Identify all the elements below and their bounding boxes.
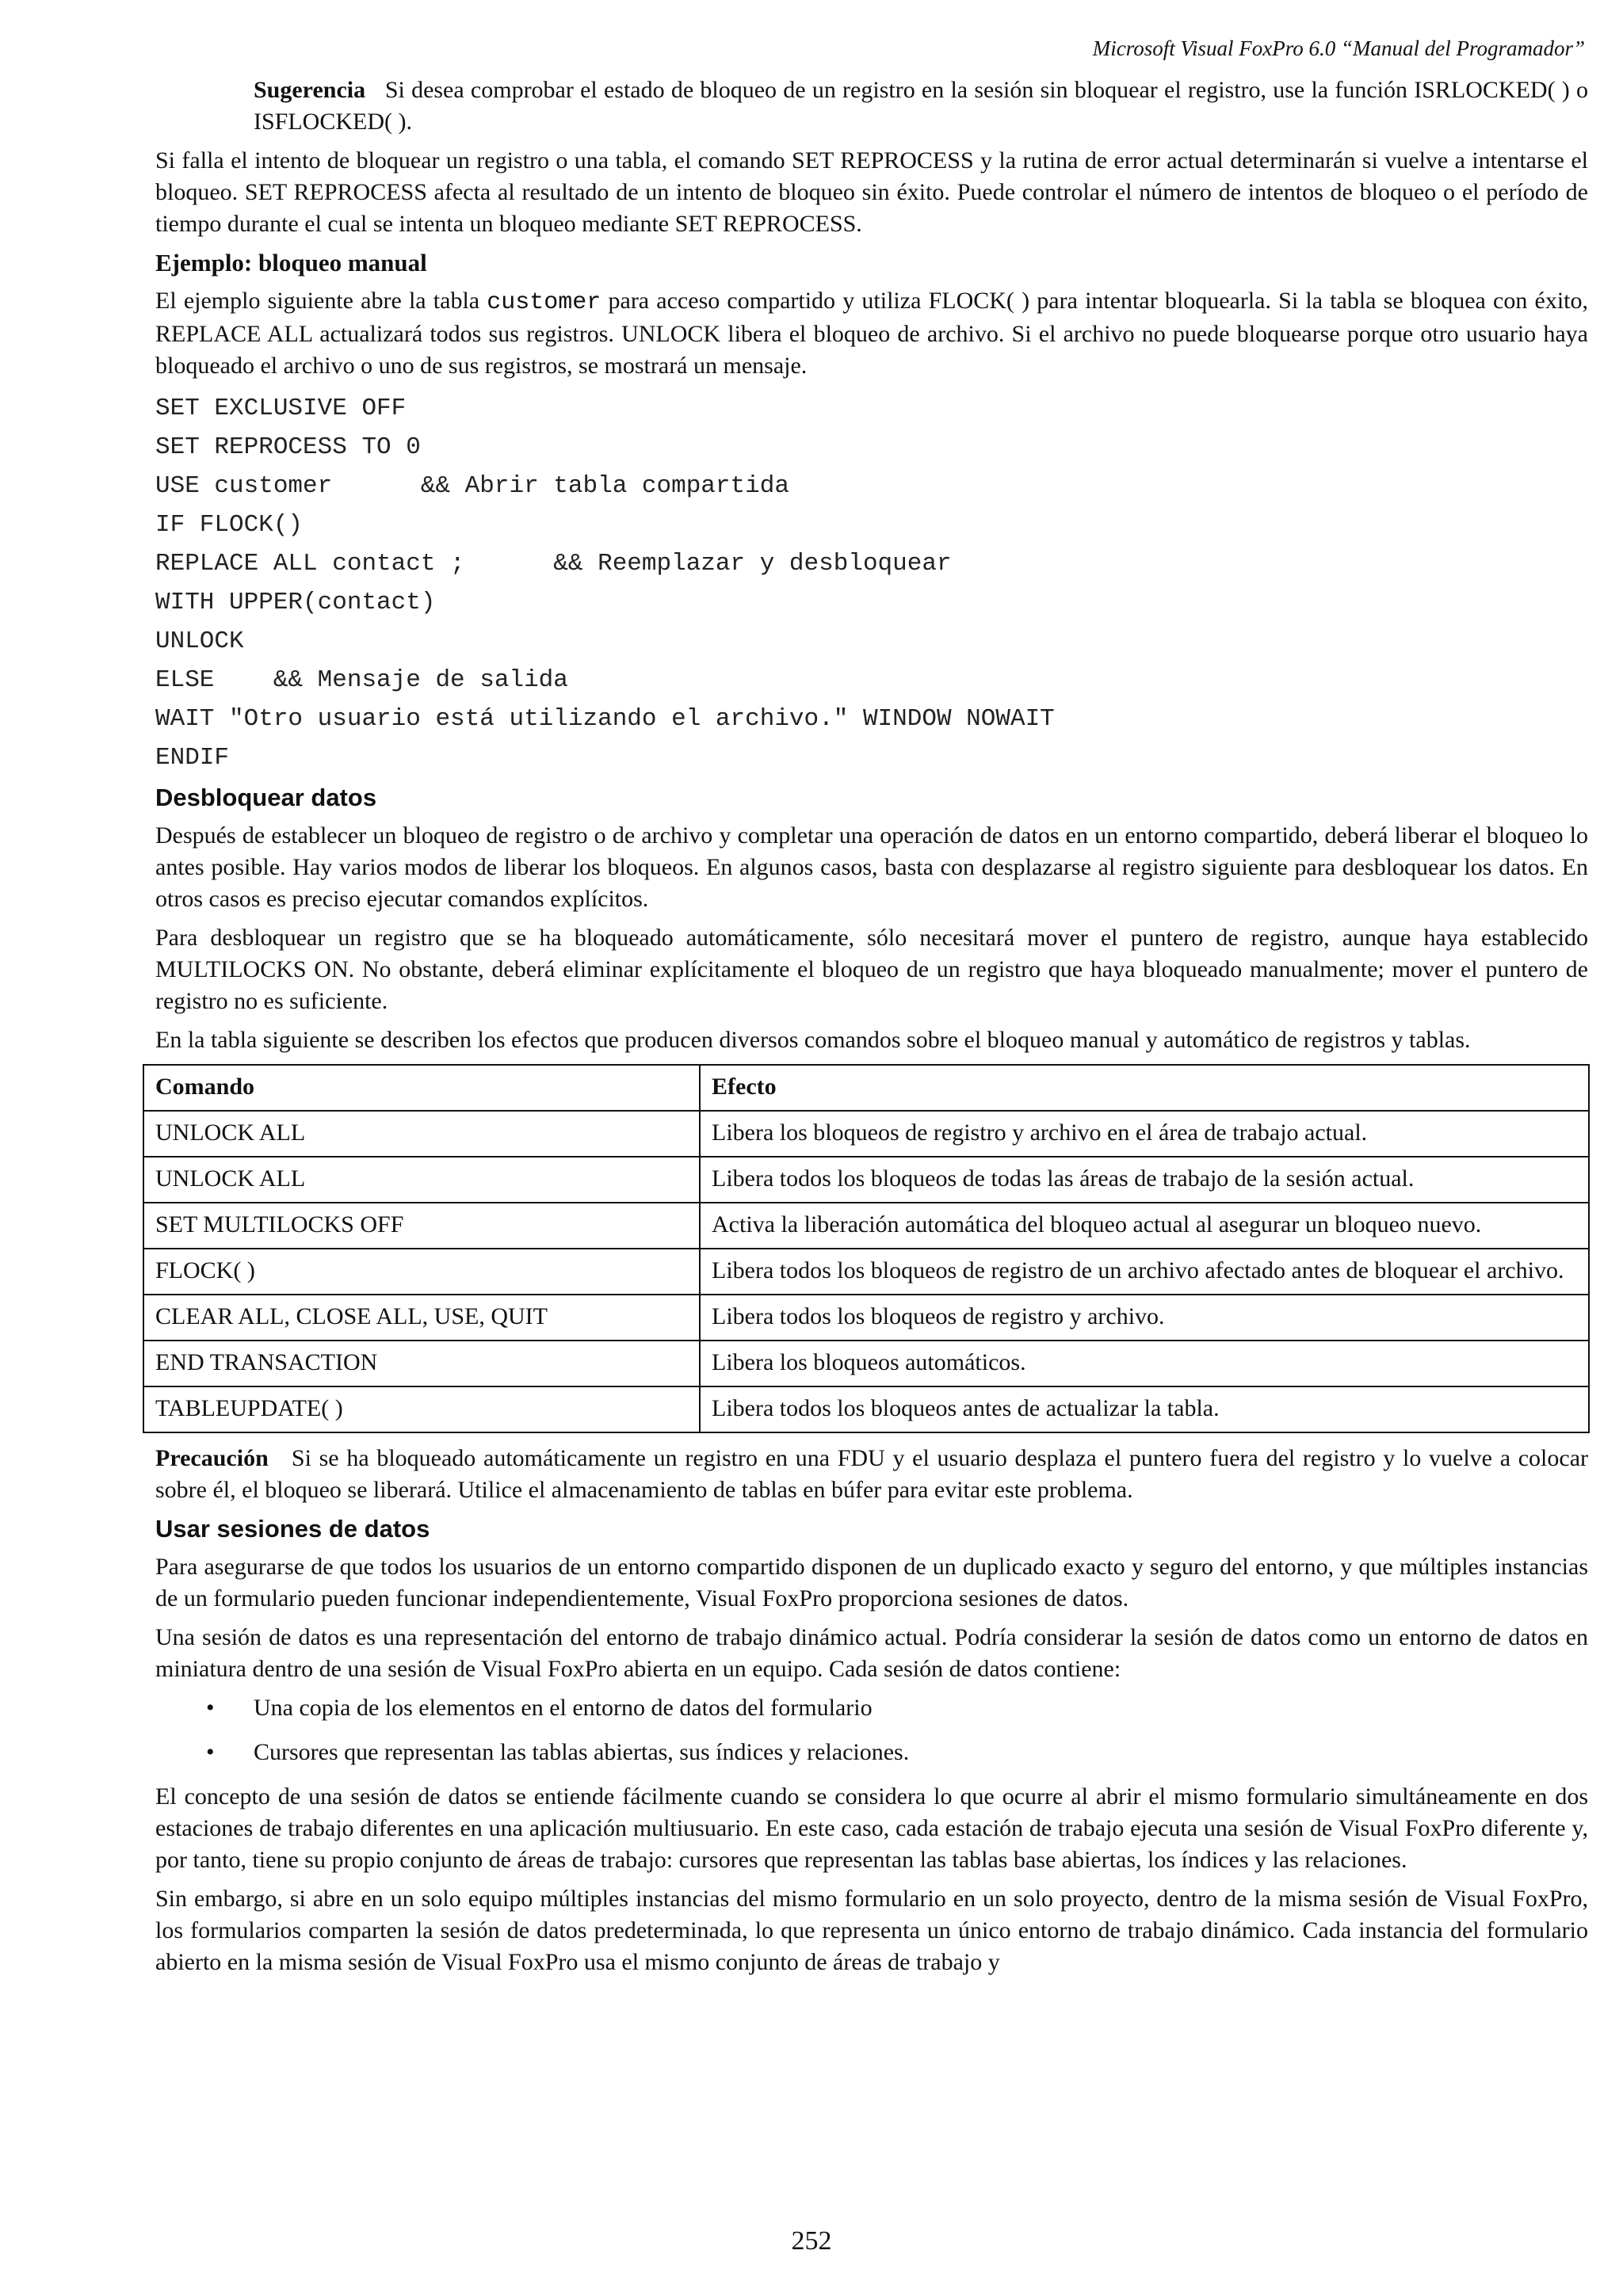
sessions-bullet-list: [155, 1692, 1588, 1768]
code-line: REPLACE ALL contact ; && Reemplazar y desbloquear: [155, 550, 952, 578]
caution-paragraph: [155, 1443, 1588, 1506]
unlock-paragraph-2: Para desbloquear un registro que se ha bloqueado automáticamente, sólo necesitará mover el puntero de registro, aunque haya establecido MULTILOCKS ON. No obstante, deberá eliminar explícitamente el bloqueo de un registro que haya bloqueado manualmente; mover el puntero de registro no es suficiente.: [155, 925, 1588, 1014]
example-intro-text-2: para acceso compartido y utiliza FLOCK( ) para intentar bloquearla. Si la tabla se bloquea con éxito, REPLACE ALL actualizará todos sus registros. UNLOCK libera el bloqueo de archivo. Si el archivo no puede bloquearse porque otro usuario haya bloqueado el archivo o uno de sus registros, se mostrará un mensaje.: [155, 288, 1588, 379]
table-row: [143, 1203, 1589, 1249]
column-header-effect: Efecto: [700, 1065, 1589, 1111]
table-row: [143, 1295, 1589, 1341]
example-heading: Ejemplo: bloqueo manual: [155, 249, 427, 277]
effect-cell: Libera todos los bloqueos de registro y archivo.: [700, 1295, 1589, 1341]
example-intro: [155, 285, 1588, 382]
list-item-text: Cursores que representan las tablas abiertas, sus índices y relaciones.: [254, 1739, 910, 1765]
code-line: UNLOCK: [155, 627, 244, 655]
tip-paragraph: [254, 74, 1588, 138]
command-cell: TABLEUPDATE( ): [143, 1386, 700, 1432]
column-header-command: Comando: [143, 1065, 700, 1111]
list-item: [155, 1737, 1588, 1768]
code-line: SET REPROCESS TO 0: [155, 433, 421, 461]
effect-cell: Activa la liberación automática del bloqueo actual al asegurar un bloqueo nuevo.: [700, 1203, 1589, 1249]
table-header-row: [143, 1065, 1589, 1111]
command-cell: END TRANSACTION: [143, 1341, 700, 1386]
code-line: ENDIF: [155, 744, 230, 772]
command-cell: UNLOCK ALL: [143, 1111, 700, 1157]
table-row: [143, 1386, 1589, 1432]
unlock-heading: Desbloquear datos: [155, 784, 377, 811]
sessions-heading: Usar sesiones de datos: [155, 1515, 430, 1543]
sessions-paragraph-1: Para asegurarse de que todos los usuarios de un entorno compartido disponen de un duplicado exacto y seguro del entorno, y que múltiples instancias de un formulario pueden funcionar independientemente, Visual FoxPro proporciona sesiones de datos.: [155, 1554, 1588, 1611]
effect-cell: Libera los bloqueos de registro y archivo en el área de trabajo actual.: [700, 1111, 1589, 1157]
commands-table: [143, 1064, 1590, 1433]
code-line: ELSE && Mensaje de salida: [155, 666, 568, 694]
code-line: WAIT "Otro usuario está utilizando el archivo." WINDOW NOWAIT: [155, 705, 1055, 733]
sessions-paragraph-2: Una sesión de datos es una representación del entorno de trabajo dinámico actual. Podría considerar la sesión de datos como un entorno de datos en miniatura dentro de una sesión de Visual FoxPro abierta en un equipo. Cada sesión de datos contiene:: [155, 1624, 1588, 1682]
effect-cell: Libera todos los bloqueos de registro de un archivo afectado antes de bloquear el archivo.: [700, 1249, 1589, 1295]
page-body: [155, 74, 1588, 1985]
effect-cell: Libera los bloqueos automáticos.: [700, 1341, 1589, 1386]
tip-text: Si desea comprobar el estado de bloqueo de un registro en la sesión sin bloquear el registro, use la función ISRLOCKED( ) o ISFLOCKED( ).: [254, 77, 1589, 135]
list-item-text: Una copia de los elementos en el entorno de datos del formulario: [254, 1695, 873, 1721]
bullet-icon: •: [206, 1695, 215, 1721]
table-row: [143, 1249, 1589, 1295]
command-cell: CLEAR ALL, CLOSE ALL, USE, QUIT: [143, 1295, 700, 1341]
code-line: USE customer && Abrir tabla compartida: [155, 472, 789, 500]
code-line: WITH UPPER(contact): [155, 589, 436, 616]
page-number: 252: [791, 2226, 832, 2256]
caution-label: Precaución: [155, 1445, 269, 1471]
reprocess-paragraph: Si falla el intento de bloquear un registro o una tabla, el comando SET REPROCESS y la rutina de error actual determinarán si vuelve a intentarse el bloqueo. SET REPROCESS afecta al resultado de un intento de bloqueo sin éxito. Puede controlar el número de intentos de bloqueo o el período de tiempo durante el cual se intenta un bloqueo mediante SET REPROCESS.: [155, 147, 1588, 237]
command-cell: UNLOCK ALL: [143, 1157, 700, 1203]
running-header: Microsoft Visual FoxPro 6.0 “Manual del Programador”: [1092, 36, 1585, 60]
command-cell: FLOCK( ): [143, 1249, 700, 1295]
sessions-paragraph-4: Sin embargo, si abre en un solo equipo múltiples instancias del mismo formulario en un solo proyecto, dentro de la misma sesión de Visual FoxPro, los formularios comparten la sesión de datos predeterminada, lo que representa un único entorno de trabajo dinámico. Cada instancia del formulario abierto en la misma sesión de Visual FoxPro usa el mismo conjunto de áreas de trabajo y: [155, 1886, 1588, 1975]
table-row: [143, 1341, 1589, 1386]
table-row: [143, 1157, 1589, 1203]
caution-text: Si se ha bloqueado automáticamente un registro en una FDU y el usuario desplaza el puntero fuera del registro y lo vuelve a colocar sobre él, el bloqueo se liberará. Utilice el almacenamiento de tablas en búfer para evitar este problema.: [155, 1445, 1588, 1503]
tip-label: Sugerencia: [254, 77, 366, 103]
example-intro-text-1: El ejemplo siguiente abre la tabla: [155, 288, 480, 314]
sessions-paragraph-3: El concepto de una sesión de datos se entiende fácilmente cuando se considera lo que ocurre al abrir el mismo formulario simultáneamente en dos estaciones de trabajo diferentes en una aplicación multiusuario. En este caso, cada estación de trabajo ejecuta una sesión de Visual FoxPro diferente y, por tanto, tiene su propio conjunto de áreas de trabajo: cursores que representan las tablas base abiertas, los índices y las relaciones.: [155, 1783, 1588, 1873]
code-line: SET EXCLUSIVE OFF: [155, 395, 407, 422]
command-cell: SET MULTILOCKS OFF: [143, 1203, 700, 1249]
code-block: [155, 389, 1588, 777]
table-row: [143, 1111, 1589, 1157]
unlock-paragraph-3: En la tabla siguiente se describen los efectos que producen diversos comandos sobre el bloqueo manual y automático de registros y tablas.: [155, 1027, 1471, 1053]
effect-cell: Libera todos los bloqueos antes de actualizar la tabla.: [700, 1386, 1589, 1432]
bullet-icon: •: [206, 1739, 215, 1765]
unlock-paragraph-1: Después de establecer un bloqueo de registro o de archivo y completar una operación de datos en un entorno compartido, deberá liberar el bloqueo lo antes posible. Hay varios modos de liberar los bloqueos. En algunos casos, basta con desplazarse al registro siguiente para desbloquear los datos. En otros casos es preciso ejecutar comandos explícitos.: [155, 822, 1588, 912]
effect-cell: Libera todos los bloqueos de todas las áreas de trabajo de la sesión actual.: [700, 1157, 1589, 1203]
list-item: [155, 1692, 1588, 1724]
code-line: IF FLOCK(): [155, 511, 304, 539]
example-intro-code: customer: [487, 289, 601, 316]
